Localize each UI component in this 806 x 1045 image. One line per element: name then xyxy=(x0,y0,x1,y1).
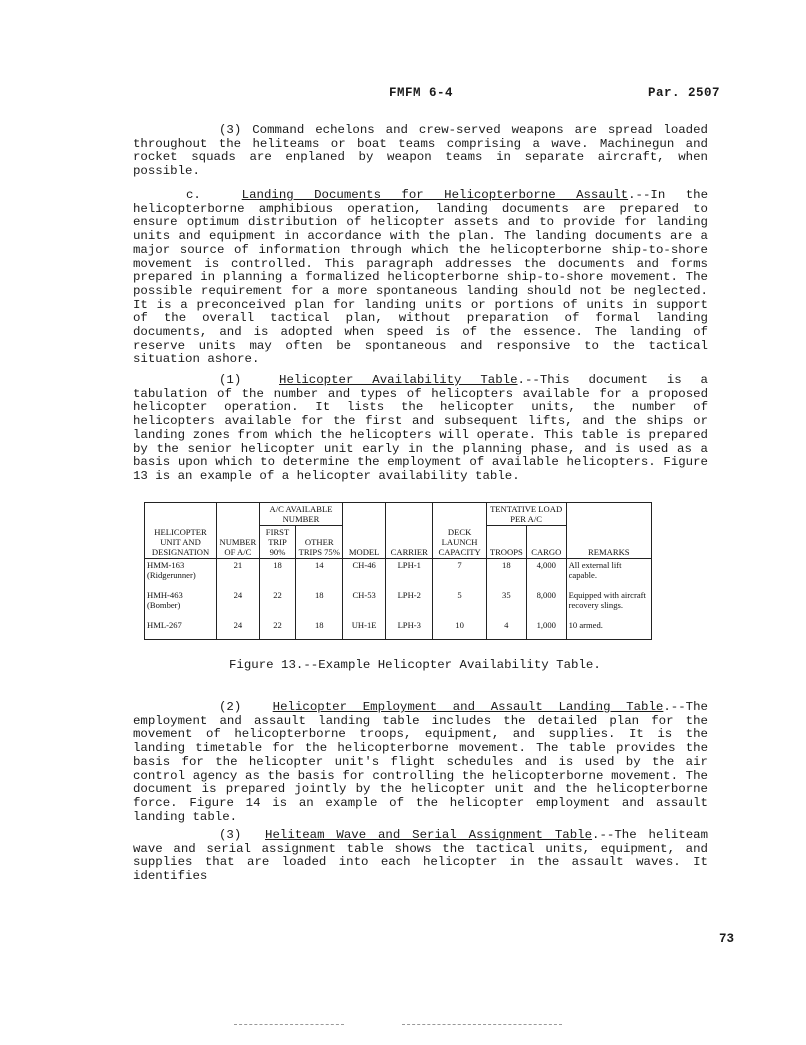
cell-carrier: LPH-1 xyxy=(386,559,433,590)
scan-noise-line xyxy=(402,1024,562,1026)
paragraph-landing-documents xyxy=(133,189,708,367)
cell-number: 24 xyxy=(217,619,260,640)
paragraph-command-echelons: (3) Command echelons and crew-served weapons are spread loaded throughout the heliteams or boat teams comprising a wave. Machinegun and rocket squads are enplaned by weapon teams in separate aircraft, when possible. xyxy=(133,123,708,179)
cell-deck: 10 xyxy=(433,619,486,640)
header-deck: DECK LAUNCH CAPACITY xyxy=(433,503,486,559)
cell-unit: HML-267 xyxy=(145,619,217,640)
section-heading: Helicopter Employment and Assault Landing Table xyxy=(272,700,664,714)
cell-deck: 7 xyxy=(433,559,486,590)
cell-remarks: 10 armed. xyxy=(566,619,651,640)
cell-remarks: All external lift capable. xyxy=(566,559,651,590)
header-troops: TROOPS xyxy=(486,526,526,559)
table-row xyxy=(145,619,652,640)
cell-other: 18 xyxy=(296,619,343,640)
cell-troops: 4 xyxy=(486,619,526,640)
cell-remarks: Equipped with aircraft recovery slings. xyxy=(566,589,651,619)
header-carrier: CARRIER xyxy=(386,503,433,559)
header-remarks: REMARKS xyxy=(566,503,651,559)
cell-carrier: LPH-3 xyxy=(386,619,433,640)
header-first-trip: FIRST TRIP 90% xyxy=(259,526,296,559)
cell-cargo: 8,000 xyxy=(526,589,566,619)
section-heading: Heliteam Wave and Serial Assignment Table xyxy=(265,828,593,842)
running-header-left: FMFM 6-4 xyxy=(389,86,454,100)
header-available: A/C AVAILABLE NUMBER xyxy=(259,503,342,526)
helicopter-availability-table xyxy=(144,502,652,640)
paragraph-employment-table xyxy=(133,701,708,824)
cell-other: 18 xyxy=(296,589,343,619)
cell-unit: HMM-163 (Ridgerunner) xyxy=(145,559,217,590)
cell-cargo: 1,000 xyxy=(526,619,566,640)
cell-deck: 5 xyxy=(433,589,486,619)
paragraph-marker: c. xyxy=(186,188,201,202)
page-number: 73 xyxy=(719,932,735,946)
table-row xyxy=(145,589,652,619)
cell-first: 22 xyxy=(259,589,296,619)
paragraph-marker: (2) xyxy=(219,700,242,714)
cell-cargo: 4,000 xyxy=(526,559,566,590)
header-number: NUMBER OF A/C xyxy=(217,503,260,559)
cell-model: UH-1E xyxy=(343,619,386,640)
cell-number: 24 xyxy=(217,589,260,619)
header-model: MODEL xyxy=(343,503,386,559)
paragraph-marker: (1) xyxy=(219,373,242,387)
paragraph-body: .--The heliteam wave and serial assignment table shows the tactical units, equipment, and supplies that are loaded into each helicopter in the assault waves. It identifies xyxy=(133,828,709,884)
cell-model: CH-53 xyxy=(343,589,386,619)
paragraph-marker: (3) xyxy=(219,828,242,842)
figure-caption: Figure 13.--Example Helicopter Availability Table. xyxy=(229,658,601,672)
cell-first: 18 xyxy=(259,559,296,590)
paragraph-availability-table xyxy=(133,374,708,484)
header-cargo: CARGO xyxy=(526,526,566,559)
cell-first: 22 xyxy=(259,619,296,640)
cell-troops: 18 xyxy=(486,559,526,590)
header-unit: HELICOPTER UNIT AND DESIGNATION xyxy=(145,503,217,559)
paragraph-body: .--The employment and assault landing table includes the detailed plan for the movement of helicopterborne troops, equipment, and supplies. It is the landing timetable for the helicopterborne movement. The table provides the basis for the helicopter unit's flight schedules and is used by the air control agency as the basis for controlling the helicopterborne movement. The document is prepared jointly by the helicopter unit and the helicopterborne force. Figure 14 is an example of the helicopter employment and assault landing table. xyxy=(133,700,708,824)
section-heading: Landing Documents for Helicopterborne Assault xyxy=(241,188,629,202)
cell-other: 14 xyxy=(296,559,343,590)
section-heading: Helicopter Availability Table xyxy=(279,373,518,387)
cell-model: CH-46 xyxy=(343,559,386,590)
cell-unit: HMH-463 (Bomber) xyxy=(145,589,217,619)
paragraph-heliteam-table xyxy=(133,829,708,884)
cell-number: 21 xyxy=(217,559,260,590)
header-other-trips: OTHER TRIPS 75% xyxy=(296,526,343,559)
running-header-right: Par. 2507 xyxy=(648,86,721,100)
table-row xyxy=(145,559,652,590)
header-tentative: TENTATIVE LOAD PER A/C xyxy=(486,503,566,526)
cell-carrier: LPH-2 xyxy=(386,589,433,619)
scan-noise-line xyxy=(234,1024,344,1026)
paragraph-body: .--This document is a tabulation of the number and types of helicopters available for a proposed helicopter operation. It lists the helicopter units, the number of helicopters available for the first and subsequent lifts, and the ships or landing zones from which the helicopters will operate. This table is prepared by the senior helicopter unit early in the planning phase, and is used as a basis upon which to determine the employment of available helicopters. Figure 13 is an example of a helicopter availability table. xyxy=(133,373,708,483)
cell-troops: 35 xyxy=(486,589,526,619)
paragraph-body: .--In the helicopterborne amphibious operation, landing documents are prepared to ensure optimum distribution of helicopter assets and to provide for landing units and equipment in accordance with the plan. The landing documents are a major source of information through which the helicopterborne ship-to-shore movement is controlled. This paragraph addresses the documents and forms prepared in planning a formalized helicopterborne ship-to-shore movement. The possible requirement for a more spontaneous landing should not be neglected. It is a preconceived plan for landing units or portions of units in support of the overall tactical plan, without preparation of formal landing documents, and is adopted when speed is of the essence. The landing of reserve units may often be spontaneous and responsive to the tactical situation ashore. xyxy=(133,188,709,367)
